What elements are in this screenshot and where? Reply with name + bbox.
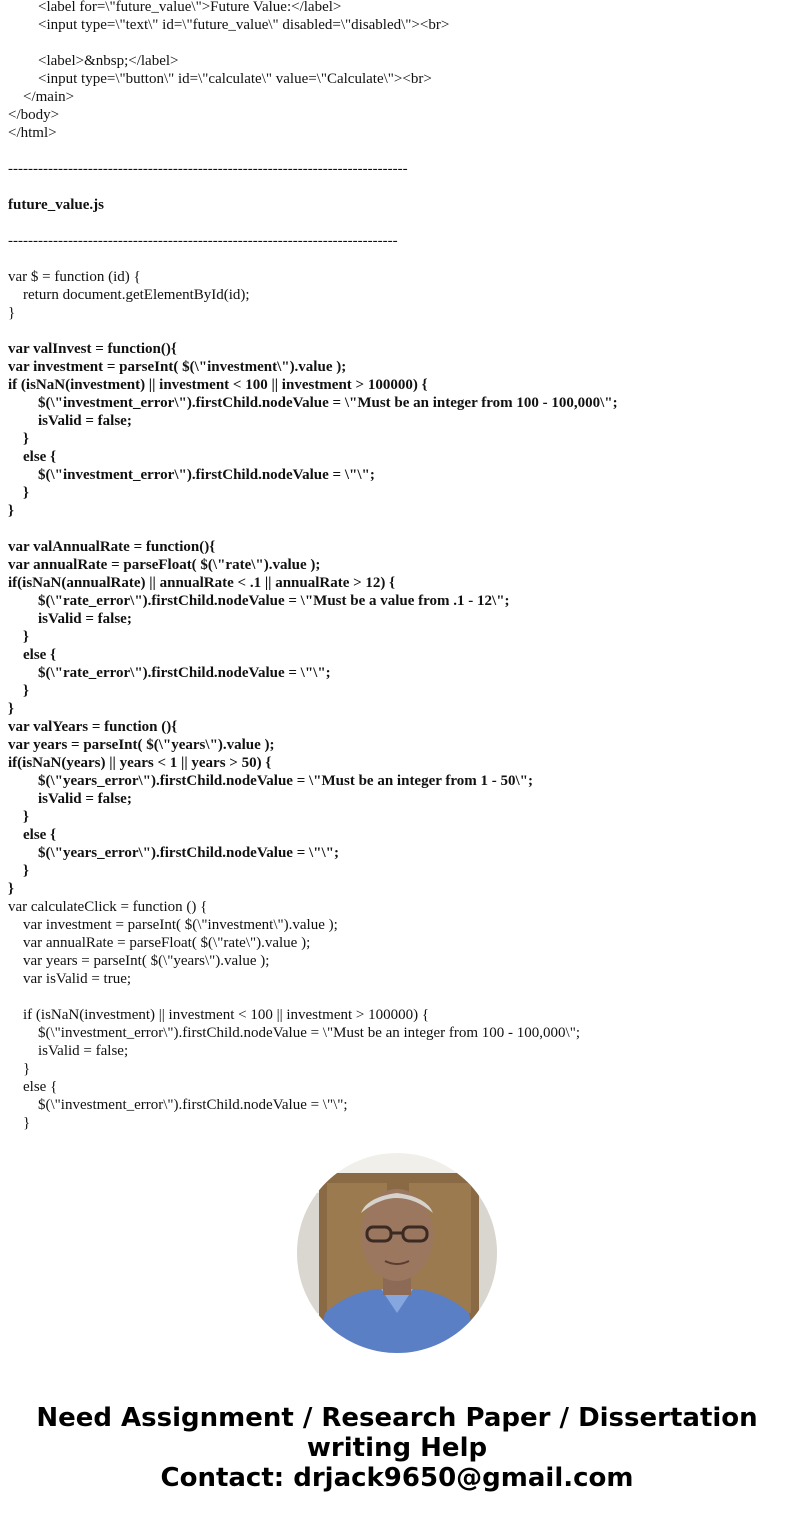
code-line: </main> bbox=[8, 89, 75, 105]
code-line: } bbox=[8, 503, 14, 519]
footer-line-1: Need Assignment / Research Paper / Dissertation bbox=[36, 1403, 758, 1433]
code-line: var valYears = function (){ bbox=[8, 719, 178, 735]
code-line bbox=[8, 34, 788, 52]
code-line bbox=[8, 178, 788, 196]
code-line: -------------------------------------------------------------------------------- bbox=[8, 161, 408, 177]
code-line bbox=[8, 520, 788, 538]
code-line: } bbox=[8, 683, 29, 699]
code-line: var $ = function (id) { bbox=[8, 269, 141, 285]
code-line: } bbox=[8, 629, 29, 645]
code-line: var years = parseInt( $(\"years\").value ); bbox=[8, 737, 275, 753]
footer-contact bbox=[0, 1403, 794, 1493]
code-line: var calculateClick = function () { bbox=[8, 899, 208, 915]
code-line: $(\"investment_error\").firstChild.nodeValue = \"Must be an integer from 100 - 100,000\"; bbox=[8, 1025, 581, 1041]
code-line: } bbox=[8, 863, 29, 879]
code-document bbox=[8, 0, 788, 1132]
code-line: </html> bbox=[8, 125, 57, 141]
code-line: } bbox=[8, 1115, 31, 1131]
code-line: } bbox=[8, 431, 29, 447]
code-line: if(isNaN(years) || years < 1 || years > 50) { bbox=[8, 755, 272, 771]
code-line: isValid = false; bbox=[8, 1043, 129, 1059]
code-line: } bbox=[8, 809, 29, 825]
code-line: if(isNaN(annualRate) || annualRate < .1 || annualRate > 12) { bbox=[8, 575, 396, 591]
code-line: $(\"years_error\").firstChild.nodeValue = \"\"; bbox=[8, 845, 339, 861]
code-line: ------------------------------------------------------------------------------ bbox=[8, 233, 398, 249]
code-line: else { bbox=[8, 827, 56, 843]
code-line bbox=[8, 142, 788, 160]
code-line: <label for=\"future_value\">Future Value:</label> bbox=[8, 0, 342, 15]
code-line bbox=[8, 988, 788, 1006]
code-line: $(\"rate_error\").firstChild.nodeValue = \"Must be a value from .1 - 12\"; bbox=[8, 593, 510, 609]
code-line: isValid = false; bbox=[8, 611, 132, 627]
code-line: $(\"investment_error\").firstChild.nodeValue = \"Must be an integer from 100 - 100,000\"; bbox=[8, 395, 618, 411]
code-line: var annualRate = parseFloat( $(\"rate\").value ); bbox=[8, 935, 311, 951]
code-line: } bbox=[8, 701, 14, 717]
code-line: else { bbox=[8, 647, 56, 663]
code-line: $(\"investment_error\").firstChild.nodeValue = \"\"; bbox=[8, 1097, 348, 1113]
avatar bbox=[297, 1153, 497, 1353]
code-line: } bbox=[8, 485, 29, 501]
code-line: <label>&nbsp;</label> bbox=[8, 53, 179, 69]
footer-contact-line: Contact: drjack9650@gmail.com bbox=[160, 1463, 634, 1493]
code-line: if (isNaN(investment) || investment < 100 || investment > 100000) { bbox=[8, 1007, 430, 1023]
code-line: var valInvest = function(){ bbox=[8, 341, 177, 357]
code-line: } bbox=[8, 881, 14, 897]
code-line: var investment = parseInt( $(\"investment\").value ); bbox=[8, 359, 347, 375]
code-line: } bbox=[8, 1061, 31, 1077]
code-line: else { bbox=[8, 449, 56, 465]
code-line: <input type=\"text\" id=\"future_value\" disabled=\"disabled\"><br> bbox=[8, 17, 450, 33]
code-line bbox=[8, 322, 788, 340]
code-line: var isValid = true; bbox=[8, 971, 132, 987]
code-line: future_value.js bbox=[8, 197, 104, 213]
code-line: isValid = false; bbox=[8, 413, 132, 429]
code-line: $(\"rate_error\").firstChild.nodeValue = \"\"; bbox=[8, 665, 331, 681]
code-line bbox=[8, 250, 788, 268]
person-photo-icon bbox=[297, 1153, 497, 1353]
code-line: var investment = parseInt( $(\"investment\").value ); bbox=[8, 917, 338, 933]
code-line: if (isNaN(investment) || investment < 100 || investment > 100000) { bbox=[8, 377, 428, 393]
code-line: <input type=\"button\" id=\"calculate\" value=\"Calculate\"><br> bbox=[8, 71, 432, 87]
code-line: var years = parseInt( $(\"years\").value ); bbox=[8, 953, 270, 969]
code-line bbox=[8, 214, 788, 232]
code-line: else { bbox=[8, 1079, 58, 1095]
code-line: $(\"years_error\").firstChild.nodeValue = \"Must be an integer from 1 - 50\"; bbox=[8, 773, 533, 789]
code-line: $(\"investment_error\").firstChild.nodeValue = \"\"; bbox=[8, 467, 375, 483]
code-line: var valAnnualRate = function(){ bbox=[8, 539, 216, 555]
code-line: var annualRate = parseFloat( $(\"rate\").value ); bbox=[8, 557, 321, 573]
code-line: isValid = false; bbox=[8, 791, 132, 807]
code-line: </body> bbox=[8, 107, 60, 123]
footer-line-2: writing Help bbox=[306, 1433, 488, 1463]
code-line: } bbox=[8, 305, 16, 321]
code-line: return document.getElementById(id); bbox=[8, 287, 250, 303]
